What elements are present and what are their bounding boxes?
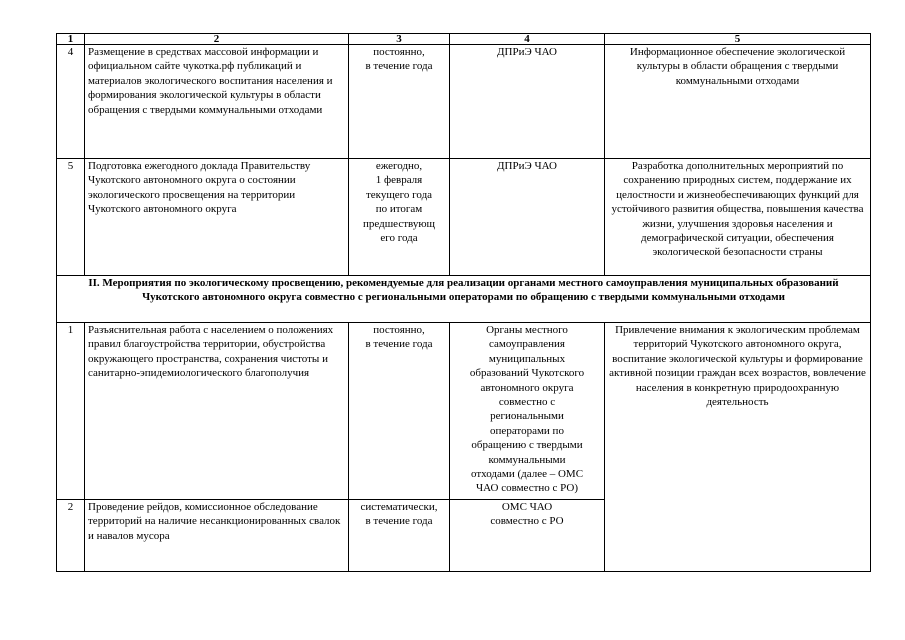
executor-cell: ОМС ЧАО совместно с РО [450,500,605,572]
activity-cell: Проведение рейдов, комиссионное обследование территорий на наличие несанкционированных свалок и навалов мусора [85,500,349,572]
section-header-row [57,276,871,323]
term-cell: постоянно, в течение года [349,323,450,500]
term-cell: ежегодно, 1 февраля текущего года по итогам предшествующ его года [349,159,450,276]
row-number: 1 [57,323,85,500]
row-number: 4 [57,45,85,159]
table-row [57,159,871,276]
result-cell: Информационное обеспечение экологической культуры в области обращения с твердыми коммунальными отходами [605,45,871,159]
table-row [57,323,871,500]
row-number: 2 [57,500,85,572]
col-header-5: 5 [605,34,871,45]
executor-cell: Органы местного самоуправления муниципальных образований Чукотского автономного округа совместно с региональными операторами по обращению с твердыми коммунальными отходами (далее – ОМС ЧАО совместно с РО) [450,323,605,500]
result-cell: Разработка дополнительных мероприятий по сохранению природных систем, поддержание их целостности и жизнеобеспечивающих функций для устойчивого развития общества, повышения качества жизни, улучшения здоровья населения и демографической ситуации, обеспечения экологической безопасности страны [605,159,871,276]
col-header-3: 3 [349,34,450,45]
section-title: II. Мероприятия по экологическому просвещению, рекомендуемые для реализации органами местного самоуправления муниципальных образований Чукотского автономного округа совместно с региональными операторами по обращению с твердыми коммунальными отходами [57,276,871,323]
table-row [57,45,871,159]
executor-cell: ДПРиЭ ЧАО [450,159,605,276]
row-number: 5 [57,159,85,276]
activities-table [56,33,871,572]
activity-cell: Подготовка ежегодного доклада Правительству Чукотского автономного округа о состоянии экологического просвещения на территории Чукотского автономного округа [85,159,349,276]
header-row [57,34,871,45]
term-cell: систематически, в течение года [349,500,450,572]
col-header-1: 1 [57,34,85,45]
term-cell: постоянно, в течение года [349,45,450,159]
activity-cell: Разъяснительная работа с населением о положениях правил благоустройства территории, обустройства окружающего пространства, сохранения чистоты и санитарно-эпидемиологического благополучия [85,323,349,500]
executor-cell: ДПРиЭ ЧАО [450,45,605,159]
col-header-2: 2 [85,34,349,45]
activity-cell: Размещение в средствах массовой информации и официальном сайте чукотка.рф публикаций и материалов экологического воспитания населения и формирования экологической культуры в области обращения с твердыми коммунальными отходами [85,45,349,159]
shared-result-cell: Привлечение внимания к экологическим проблемам территорий Чукотского автономного округа, воспитание экологической культуры и формирование активной позиции граждан всех возрастов, вовлечение населения в конкретную природоохранную деятельность [605,323,871,572]
col-header-4: 4 [450,34,605,45]
